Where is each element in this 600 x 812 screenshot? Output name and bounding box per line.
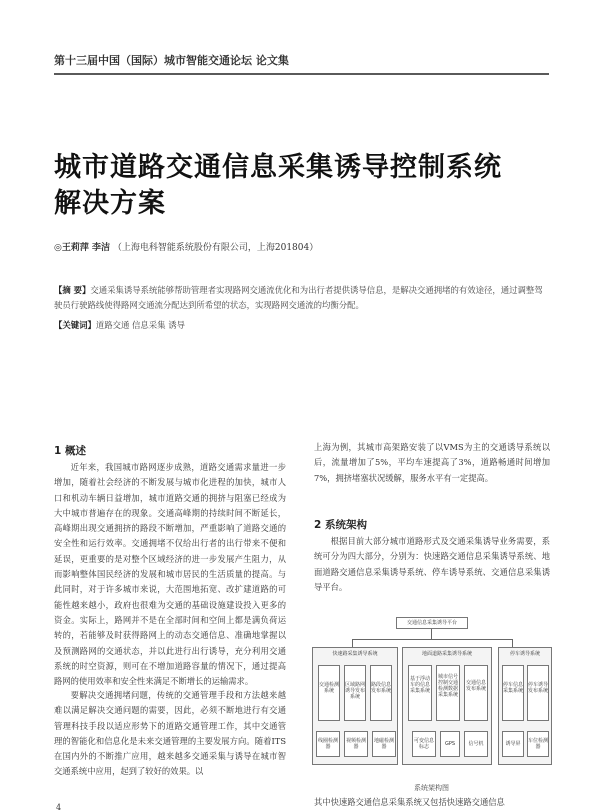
abstract-text: 交通采集诱导系统能够帮助管理者实现路网交通流优化和为出行者提供诱导信息，是解决交通拥堵的有效途径，通过调整驾驶员行驶路线使得路网交通流分配达到所希望的状态，实现路网交通流的均衡分配。 (54, 285, 543, 310)
authors (54, 240, 318, 253)
group-label: 地面道路采集诱导系统 (421, 651, 472, 657)
device-box: 车位检测器 (527, 731, 549, 757)
title-line-1: 城市道路交通信息采集诱导控制系统 (54, 152, 502, 183)
device-box: 线圈检测器 (316, 731, 340, 757)
header-rule (54, 73, 549, 75)
subsystem-box: 交通检测系统 (318, 665, 340, 721)
keywords-text: 道路交通 信息采集 诱导 (95, 320, 185, 330)
device-box: 地磁检测器 (372, 731, 396, 757)
device-box: 可变信息标志 (412, 731, 436, 757)
device-box: 诱导屏 (502, 731, 524, 757)
platform-box: 交通信息采集诱导平台 (396, 617, 468, 629)
subsystem-box: 区域路网诱导发布系统 (344, 665, 366, 721)
author-names: ◎王莉萍 李洁 (54, 243, 110, 253)
connector (512, 639, 513, 647)
author-affiliation: （上海电科智能系统股份有限公司，上海201804） (112, 243, 319, 253)
subsystem-box: 停车诱导发布系统 (527, 665, 549, 721)
section-1-heading: 1 概述 (54, 445, 86, 457)
device-box: GPS (440, 731, 460, 757)
group-label: 快速路采集诱导系统 (332, 651, 378, 657)
section-2-heading: 2 系统架构 (314, 519, 367, 531)
device-box: 视频检测器 (344, 731, 368, 757)
connector (352, 639, 353, 647)
page-number: 4 (56, 803, 62, 812)
group-label: 停车诱导系统 (509, 651, 540, 657)
subsystem-box: 停车信息采集系统 (502, 665, 524, 721)
subsystem-box: 路段信息发布系统 (370, 665, 392, 721)
connector (352, 639, 512, 640)
keywords (54, 318, 550, 333)
title-line-2: 解决方案 (54, 188, 166, 219)
section-2-paragraph-2: 其中快速路交通信息采集系统又包括快速路交通信息 (314, 797, 505, 807)
section-1-paragraph-2: 要解决交通拥堵问题，传统的交通管理手段和方法越来越难以满足解决交通问题的需要，因此，必须不断地进行有交通管理科技手段以适应形势下的道路交通管理工作，其中交通管理的智能化和信息化是未来交通管理的主要发展方向。随着ITS在国内外的不断推广应用，越来越多交通采集与诱导在城市智交通系统中应用，起到了较好的效果。以 (54, 690, 286, 777)
abstract-label: 【摘 要】 (54, 285, 91, 295)
abstract (54, 283, 550, 313)
paper-title (54, 150, 554, 222)
column-2-intro: 上海为例，其城市高架路安装了以VMS为主的交通诱导系统以后，流量增加了5%，平均车速提高了3%，道路畅通时间增加7%，拥挤堵塞状况缓解，服务水平有一定提高。 (314, 442, 550, 483)
subsystem-box: 基于浮动车的信息采集系统 (408, 665, 432, 721)
figure-caption: 系统架构图 (414, 784, 449, 792)
subsystem-box: 交通信息发布系统 (464, 665, 488, 721)
architecture-diagram (312, 617, 552, 807)
section-2-paragraph-1: 根据目前大部分城市道路形式及交通采集诱导业务需要，系统可分为四大部分，分别为：快速路交通信息采集诱导系统、地面道路交通信息采集诱导系统、停车诱导系统、交通信息采集诱导平台。 (314, 536, 550, 592)
connector (431, 629, 432, 639)
device-box: 信号机 (464, 731, 488, 757)
section-1-paragraph-1: 近年来，我国城市路网逐步成熟，道路交通需求量进一步增加，随着社会经济的不断发展与城市化进程的加快，城市人口和机动车辆日益增加，城市道路交通的拥挤与阻塞已经成为大中城市普遍存在的现象。交通高峰期的持续时间不断延长，高峰期出现交通拥挤的路段不断增加，严重影响了道路交通的安全性和运行效率。交通拥堵不仅给出行者的出行带来不便和延误，更重要的是对整个区域经济的进一步发展产生阻力，从而影响整体国民经济的发展和城市居民的生活质量的提高。与此同时，对于许多城市来说，大范围地拓宽、改扩建道路的可能性越来越小，政府也很难为交通的基础设施建设投入更多的资金。实际上，路网并不是在全部时间和空间上都是满负荷运转的，若能够及时获得路网上的动态交通信息、准确地掌握以及预测路网的交通状态，并以此进行出行诱导，充分利用交通系统的时空资源，则可在不增加道路容量的情况下，通过提高路网的使用效率和安全性来满足不断增长的运输需求。 (54, 462, 286, 687)
keywords-label: 【关键词】 (54, 320, 96, 330)
subsystem-box: 城市信号控制交通检测数据采集系统 (436, 665, 460, 721)
running-header: 第十三届中国（国际）城市智能交通论坛 论文集 (54, 54, 289, 67)
